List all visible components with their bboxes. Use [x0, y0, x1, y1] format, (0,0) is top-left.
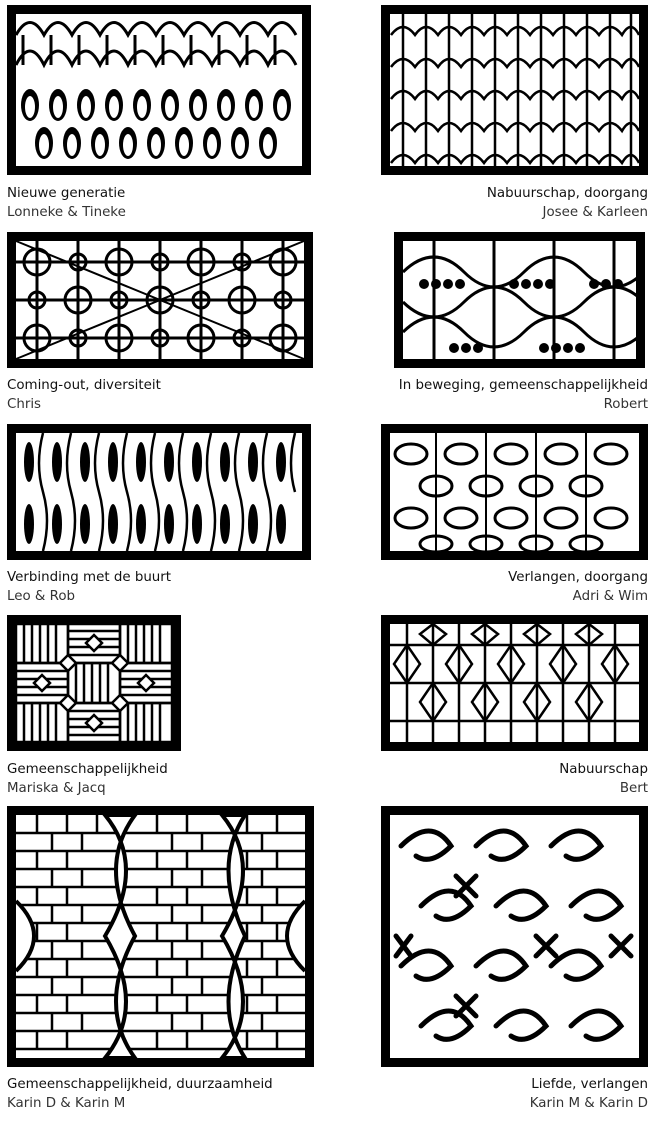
caption-in-beweging [399, 376, 648, 414]
panel-title: Coming-out, diversiteit [7, 378, 161, 393]
screen-panel-coming-out [7, 232, 313, 368]
panel-artists: Josee & Karleen [542, 205, 648, 220]
panel-title: Verlangen, doorgang [508, 570, 648, 585]
circles-pattern [7, 232, 313, 368]
screen-panel-verlangen-doorgang [381, 424, 648, 560]
screen-panel-verbinding [7, 424, 311, 560]
lattice-pattern [381, 615, 648, 751]
screen-panel-in-beweging [394, 232, 645, 368]
panel-artists: Karin D & Karin M [7, 1096, 126, 1111]
caption-nieuwe-generatie [7, 184, 126, 222]
panel-artists: Leo & Rob [7, 589, 76, 604]
caption-verlangen-doorgang [508, 568, 648, 606]
screen-panel-nabuurschap-doorgang [381, 5, 648, 175]
bricks-pattern [7, 806, 314, 1067]
caption-coming-out [7, 376, 161, 414]
caption-nabuurschap-doorgang [487, 184, 648, 222]
panel-artists: Robert [603, 397, 648, 412]
caption-gemeenschappelijkheid-duurzaamheid [7, 1075, 273, 1113]
panel-title: In beweging, gemeenschappelijkheid [398, 378, 648, 393]
screen-panel-gemeenschappelijkheid [7, 615, 181, 751]
leaves-pattern [381, 5, 648, 175]
caption-verbinding [7, 568, 171, 606]
loops-pattern [381, 424, 648, 560]
caption-liefde-verlangen [530, 1075, 648, 1113]
teardrops-pattern [7, 5, 311, 175]
caption-nabuurschap [559, 760, 648, 798]
panel-artists: Bert [619, 781, 648, 796]
panel-artists: Mariska & Jacq [7, 781, 106, 796]
swirls-pattern [381, 806, 648, 1067]
screen-panel-nabuurschap [381, 615, 648, 751]
screen-panel-liefde-verlangen [381, 806, 648, 1067]
panel-title: Nieuwe generatie [7, 186, 126, 201]
panel-title: Liefde, verlangen [531, 1077, 648, 1092]
panel-artists: Lonneke & Tineke [7, 205, 126, 220]
squares-pattern [7, 615, 181, 751]
panel-title: Nabuurschap, doorgang [486, 186, 648, 201]
panel-artists: Chris [7, 397, 42, 412]
panel-artists: Karin M & Karin D [529, 1096, 648, 1111]
screen-panel-gemeenschappelijkheid-duurzaamheid [7, 806, 314, 1067]
waves-pattern [394, 232, 645, 368]
panel-title: Gemeenschappelijkheid, duurzaamheid [7, 1077, 273, 1092]
caption-gemeenschappelijkheid [7, 760, 168, 798]
panel-title: Gemeenschappelijkheid [7, 762, 168, 777]
panel-title: Verbinding met de buurt [7, 570, 172, 585]
panel-title: Nabuurschap [559, 762, 648, 777]
screen-panel-nieuwe-generatie [7, 5, 311, 175]
ovals-pattern [7, 424, 311, 560]
panel-artists: Adri & Wim [572, 589, 648, 604]
